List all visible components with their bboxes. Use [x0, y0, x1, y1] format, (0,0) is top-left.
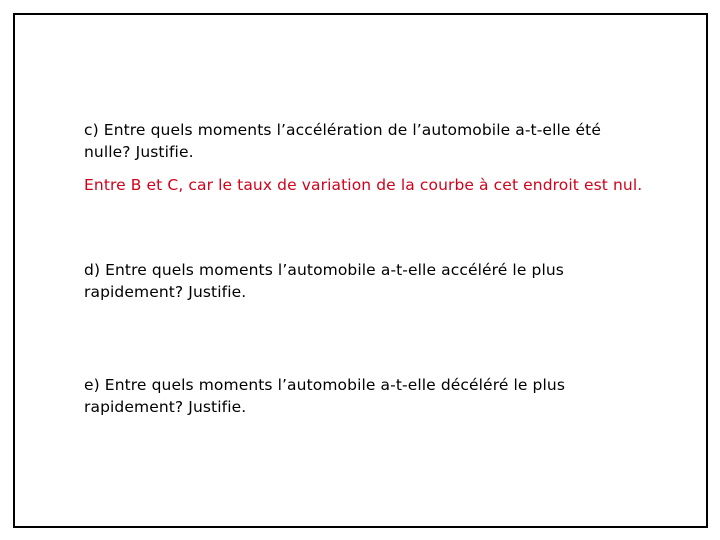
question-c: c) Entre quels moments l’accélération de l’automobile a-t-elle été nulle? Justifie.: [84, 121, 601, 161]
answer-c: Entre B et C, car le taux de variation de la courbe à cet endroit est nul.: [84, 176, 643, 194]
question-e: e) Entre quels moments l’automobile a-t-elle décéléré le plus rapidement? Justifie.: [84, 376, 565, 416]
question-d: d) Entre quels moments l’automobile a-t-elle accéléré le plus rapidement? Justifie.: [84, 261, 564, 301]
